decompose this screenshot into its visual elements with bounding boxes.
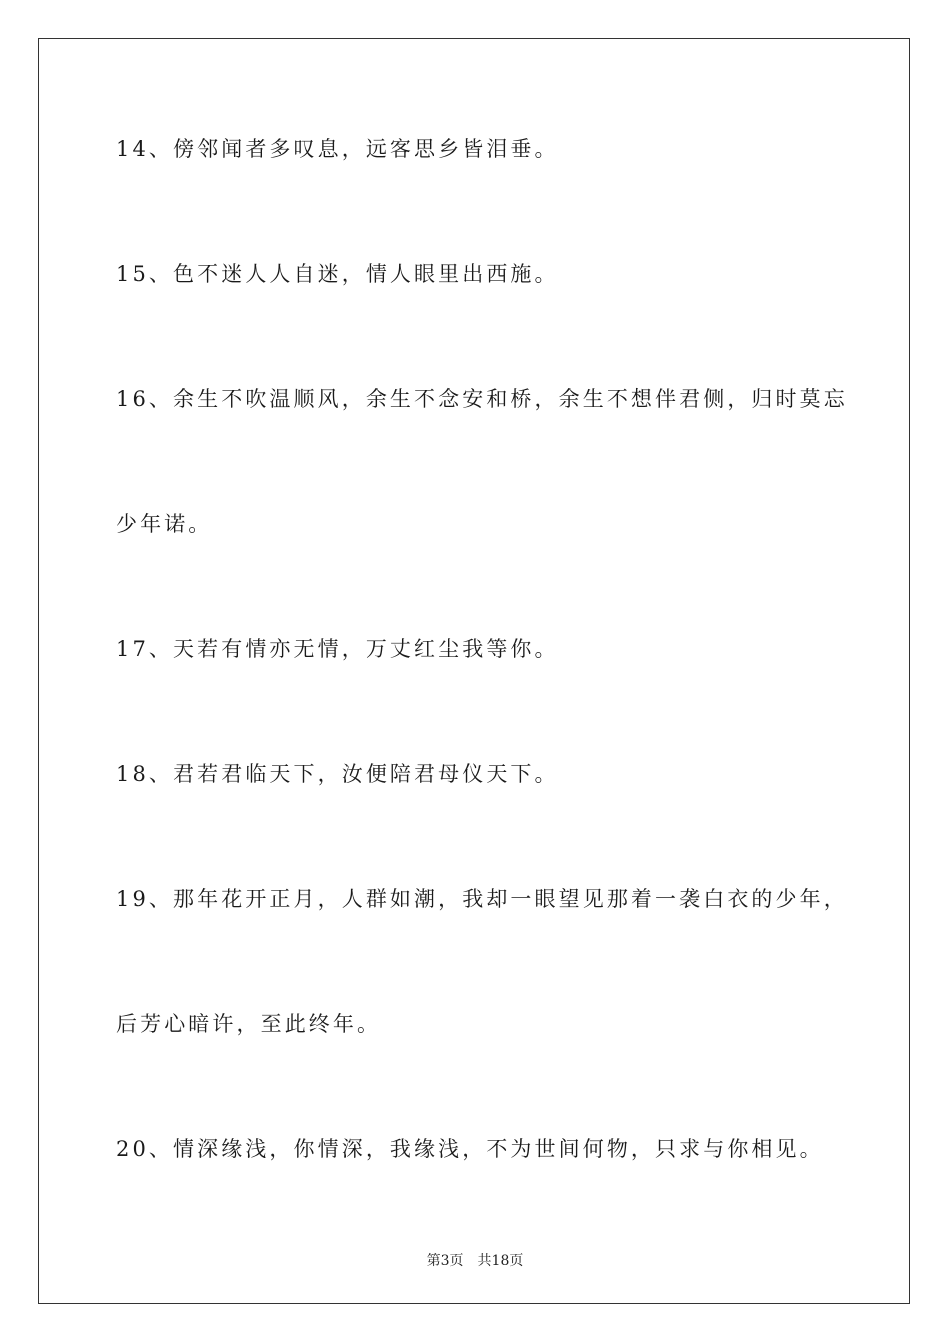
page-number: 第3页 bbox=[426, 1253, 464, 1269]
text-line-19-continued: 后芳心暗许，至此终年。 bbox=[116, 1012, 382, 1036]
page-border bbox=[38, 38, 910, 1304]
text-line-17: 17、天若有情亦无情，万丈红尘我等你。 bbox=[116, 637, 559, 661]
text-line-16: 16、余生不吹温顺风，余生不念安和桥，余生不想伴君侧，归时莫忘 bbox=[116, 387, 848, 411]
page-footer bbox=[0, 1250, 950, 1270]
total-pages: 共18页 bbox=[477, 1253, 524, 1269]
text-line-14: 14、傍邻闻者多叹息，远客思乡皆泪垂。 bbox=[116, 137, 559, 161]
text-line-16-continued: 少年诺。 bbox=[116, 512, 213, 536]
text-line-20: 20、情深缘浅，你情深，我缘浅，不为世间何物，只求与你相见。 bbox=[116, 1137, 824, 1161]
text-line-15: 15、色不迷人人自迷，情人眼里出西施。 bbox=[116, 262, 559, 286]
text-line-18: 18、君若君临天下，汝便陪君母仪天下。 bbox=[116, 762, 559, 786]
text-line-19: 19、那年花开正月，人群如潮，我却一眼望见那着一袭白衣的少年， bbox=[116, 887, 848, 911]
